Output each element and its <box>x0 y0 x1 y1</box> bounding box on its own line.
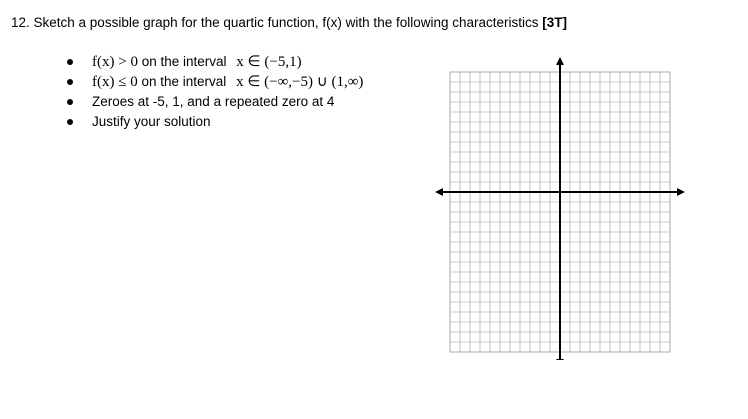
bullet-icon <box>67 99 73 105</box>
x-axis-right-arrow-icon <box>677 188 685 196</box>
characteristic-justify <box>64 112 363 132</box>
graph-paper[interactable] <box>430 50 692 360</box>
nonpositive-inequality: f(x) ≤ 0 <box>92 74 138 90</box>
characteristics-list <box>64 52 363 132</box>
question-prompt: 12. Sketch a possible graph for the quartic function, f(x) with the following characteristics <box>11 15 539 30</box>
y-axis-bottom-arrow-icon <box>556 359 564 360</box>
bullet-icon <box>67 119 73 125</box>
bullet-icon <box>67 79 73 85</box>
x-axis-left-arrow-icon <box>435 188 443 196</box>
characteristic-zeroes <box>64 92 363 112</box>
positive-interval-label: on the interval <box>141 54 227 69</box>
characteristic-positive-interval <box>64 52 363 72</box>
nonpositive-interval: x ∈ (−∞,−5) ∪ (1,∞) <box>236 74 364 90</box>
y-axis-top-arrow-icon <box>556 57 564 65</box>
question-marks: [3T] <box>542 15 568 30</box>
justify-text: Justify your solution <box>92 114 211 129</box>
question-text <box>11 15 567 30</box>
zeroes-text: Zeroes at -5, 1, and a repeated zero at 4 <box>92 94 335 109</box>
nonpositive-interval-label: on the interval <box>141 74 227 89</box>
positive-interval: x ∈ (−5,1) <box>236 54 302 70</box>
characteristic-nonpositive-interval <box>64 72 363 92</box>
bullet-icon <box>67 59 73 65</box>
positive-inequality: f(x) > 0 <box>92 54 138 70</box>
